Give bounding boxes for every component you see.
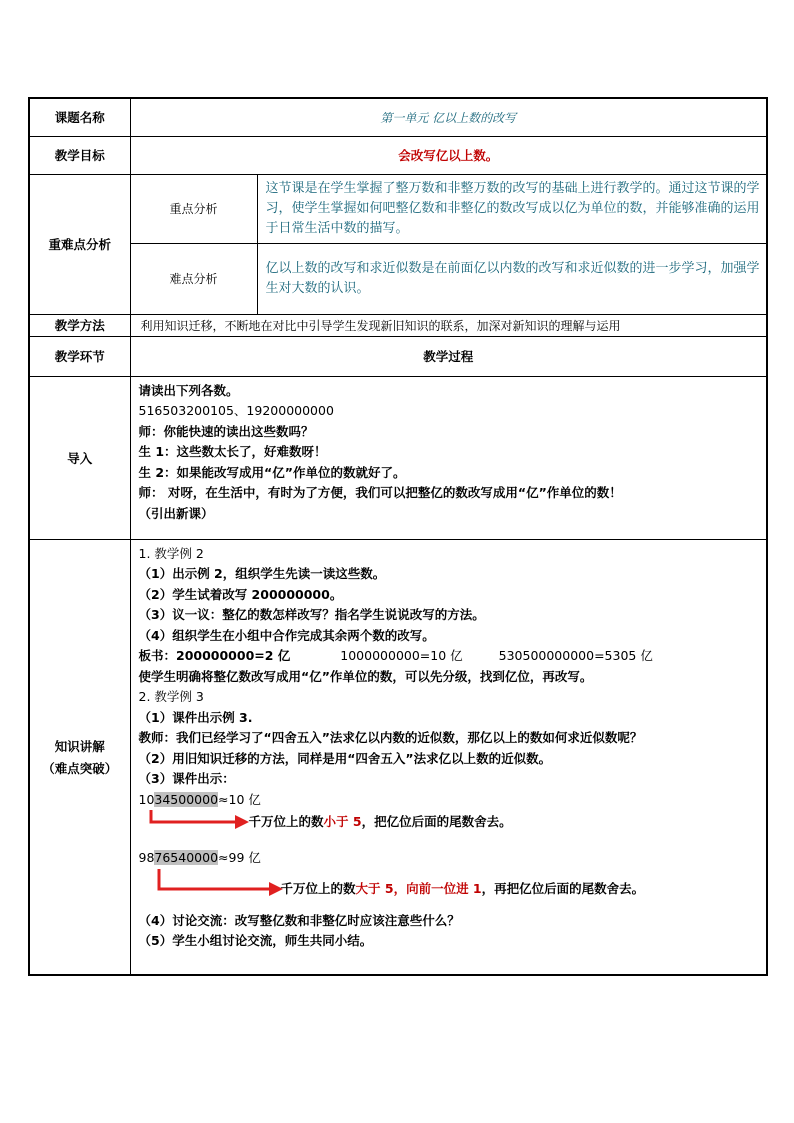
intro-line: 生 1：这些数太长了，好难数呀！: [138, 444, 327, 459]
knowledge-line: （1）课件出示例 3.: [138, 709, 253, 725]
board-item-2: 1000000000=10 亿: [340, 648, 463, 663]
intro-line: 师：你能快速的读出这些数吗？: [138, 423, 314, 439]
red-arrow-icon: [153, 869, 293, 901]
example-1-number: [139, 790, 759, 811]
goal-label: 教学目标: [29, 136, 130, 174]
intro-line: 生 2：如果能改写成用“亿”作单位的数就好了。: [138, 464, 406, 480]
intro-line: （引出新课）: [138, 505, 214, 521]
knowledge-line: （3）课件出示：: [138, 771, 235, 786]
ex1-head: 10: [138, 791, 155, 807]
ex1-tail: ≈10 亿: [218, 791, 261, 807]
ex2-tail: ≈99 亿: [218, 850, 261, 865]
knowledge-line: 1. 教学例 2: [138, 545, 204, 561]
row-goal: [29, 136, 767, 174]
knowledge-label-2: （难点突破）: [42, 760, 118, 776]
knowledge-line: 2. 教学例 3: [138, 689, 204, 704]
stage-value: 教学过程: [130, 336, 767, 376]
knowledge-label-cell: [29, 539, 130, 975]
example-2-arrow-row: [139, 869, 759, 905]
example-2-number: [139, 848, 759, 869]
knowledge-line: （4）组织学生在小组中合作完成其余两个数的改写。: [138, 627, 435, 643]
row-course-name: [29, 98, 767, 136]
knowledge-line: （4）讨论交流：改写整亿数和非整亿时应该注意些什么？: [138, 912, 460, 928]
example-1-arrow-row: [139, 810, 759, 838]
ex1-highlight: 34500000: [154, 791, 219, 807]
row-method: [29, 314, 767, 336]
method-label: 教学方法: [29, 314, 130, 336]
knowledge-line: （5）学生小组讨论交流，师生共同小结。: [138, 933, 373, 948]
knowledge-line: （2）学生试着改写 200000000。: [138, 586, 343, 602]
ex2-note-b: ，再把亿位后面的尾数舍去。: [481, 880, 645, 896]
row-diff-analysis: [29, 243, 767, 314]
example-2-note: [281, 879, 645, 897]
key-analysis-label: 重点分析: [130, 174, 257, 243]
goal-value: 会改写亿以上数。: [130, 136, 767, 174]
board-line: [139, 646, 759, 667]
row-key-analysis: [29, 174, 767, 243]
board-item-3: 530500000000=5305 亿: [498, 648, 653, 663]
ex2-note-red: 大于 5，向前一位进 1: [355, 880, 482, 896]
row-intro: [29, 376, 767, 539]
intro-line: 516503200105、19200000000: [138, 403, 334, 418]
knowledge-content: [130, 539, 767, 975]
red-arrow-icon: [145, 810, 255, 834]
analysis-label: 重难点分析: [29, 174, 130, 314]
knowledge-line: （2）用旧知识迁移的方法，同样是用“四舍五入”法求亿以上数的近似数。: [138, 750, 552, 766]
knowledge-line: （1）出示例 2，组织学生先读一读这些数。: [138, 566, 386, 581]
intro-line: 师： 对呀，在生活中，有时为了方便，我们可以把整亿的数改写成用“亿”作单位的数！: [138, 485, 622, 500]
key-analysis-text: 这节课是在学生掌握了整万数和非整万数的改写的基础上进行教学的。通过这节课的学习，使学生掌握如何吧整亿数和非整亿的数改写成以亿为单位的数，并能够准确的运用于日常生活中数的描写。: [257, 174, 767, 243]
ex2-highlight: 76540000: [154, 850, 219, 865]
knowledge-line: 使学生明确将整亿数改写成用“亿”作单位的数，可以先分级，找到亿位，再改写。: [138, 668, 593, 684]
ex2-head: 98: [138, 850, 155, 865]
stage-label: 教学环节: [29, 336, 130, 376]
diff-analysis-label: 难点分析: [130, 243, 257, 314]
board-item-1: 板书：200000000=2 亿: [138, 648, 291, 663]
ex1-note-a: 千万位上的数: [248, 814, 324, 829]
course-name-value: 第一单元 亿以上数的改写: [130, 98, 767, 136]
knowledge-label: 知识讲解: [54, 738, 105, 754]
example-1-note: [249, 812, 512, 830]
intro-content: [130, 376, 767, 539]
course-name-label: 课题名称: [29, 98, 130, 136]
lesson-plan-table: [28, 97, 768, 976]
ex2-note-a: 千万位上的数: [280, 880, 356, 896]
intro-line: 请读出下列各数。: [138, 382, 239, 398]
row-stage: [29, 336, 767, 376]
diff-analysis-text: 亿以上数的改写和求近似数是在前面亿以内数的改写和求近似数的进一步学习，加强学生对大数的认识。: [257, 243, 767, 314]
knowledge-line: 教师：我们已经学习了“四舍五入”法求亿以内数的近似数，那亿以上的数如何求近似数呢？: [138, 730, 643, 745]
method-value: 利用知识迁移，不断地在对比中引导学生发现新旧知识的联系，加深对新知识的理解与运用: [130, 314, 767, 336]
ex1-note-b: ，把亿位后面的尾数舍去。: [361, 814, 512, 829]
ex1-note-red: 小于 5: [323, 814, 362, 829]
row-knowledge: [29, 539, 767, 975]
intro-label: 导入: [29, 376, 130, 539]
knowledge-line: （3）议一议：整亿的数怎样改写？指名学生说说改写的方法。: [138, 607, 485, 622]
